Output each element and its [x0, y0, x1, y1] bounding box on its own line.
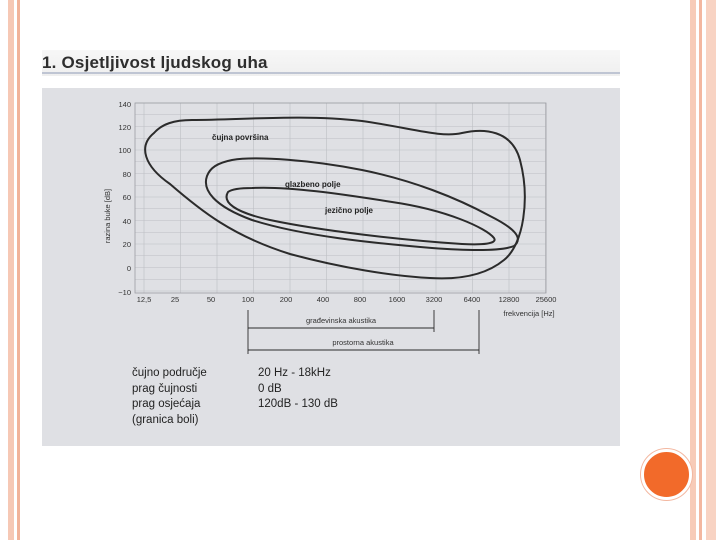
right-border-stripe: [706, 0, 716, 540]
info-list: [132, 366, 338, 428]
y-axis-label: razina buke [dB]: [103, 188, 112, 244]
decorative-circle: [641, 449, 692, 500]
info-row: [132, 413, 338, 429]
y-tick-label: 20: [122, 240, 131, 249]
info-label: prag čujnosti: [132, 382, 198, 395]
region-label: glazbeno polje: [285, 180, 341, 189]
x-axis-label: frekvencija [Hz]: [503, 309, 555, 318]
hearing-area-figure: [42, 88, 620, 446]
y-tick-label: 40: [122, 217, 131, 226]
x-tick-label: 12800: [498, 295, 520, 304]
info-row: [132, 382, 338, 398]
y-tick-label: 140: [118, 100, 131, 109]
right-border-stripe: [690, 0, 696, 540]
y-tick-label: 100: [118, 146, 131, 155]
y-tick-label: 60: [122, 193, 131, 202]
slide-title: 1. Osjetljivost ljudskog uha: [42, 53, 268, 72]
info-value: 120dB - 130 dB: [258, 398, 338, 410]
range-label: građevinska akustika: [305, 316, 377, 325]
region-label: jezično polje: [325, 206, 374, 215]
y-tick-label: 80: [122, 170, 131, 179]
title-underline: [42, 72, 620, 74]
x-tick-label: 25600: [535, 295, 557, 304]
right-border-stripe: [699, 0, 702, 540]
x-tick-label: 100: [241, 295, 255, 304]
x-tick-label: 50: [206, 295, 216, 304]
info-label: prag osjećaja: [132, 398, 201, 410]
info-value: 20 Hz - 18kHz: [258, 367, 331, 379]
scan-header: [42, 50, 620, 76]
x-tick-label: 6400: [463, 295, 481, 304]
region-label: čujna površina: [212, 133, 269, 142]
y-tick-label: 0: [126, 264, 131, 273]
x-tick-label: 25: [170, 295, 180, 304]
x-tick-label: 200: [279, 295, 293, 304]
x-tick-label: 800: [353, 295, 367, 304]
info-label: (granica boli): [132, 413, 199, 426]
info-row: [132, 397, 338, 413]
y-tick-label: 120: [118, 123, 131, 132]
info-label: čujno područje: [132, 367, 207, 379]
hearing-area-curve: [145, 118, 525, 279]
speech-field-curve: [227, 188, 495, 245]
info-value: 0 dB: [258, 382, 282, 395]
x-tick-label: 12,5: [136, 295, 152, 304]
range-label: prostorna akustika: [332, 338, 394, 347]
info-row: [132, 366, 338, 382]
music-field-curve: [206, 158, 518, 250]
x-tick-label: 3200: [425, 295, 443, 304]
x-tick-label: 1600: [388, 295, 406, 304]
left-border-stripe: [8, 0, 17, 540]
y-tick-label: −10: [118, 288, 131, 297]
x-tick-label: 400: [316, 295, 330, 304]
